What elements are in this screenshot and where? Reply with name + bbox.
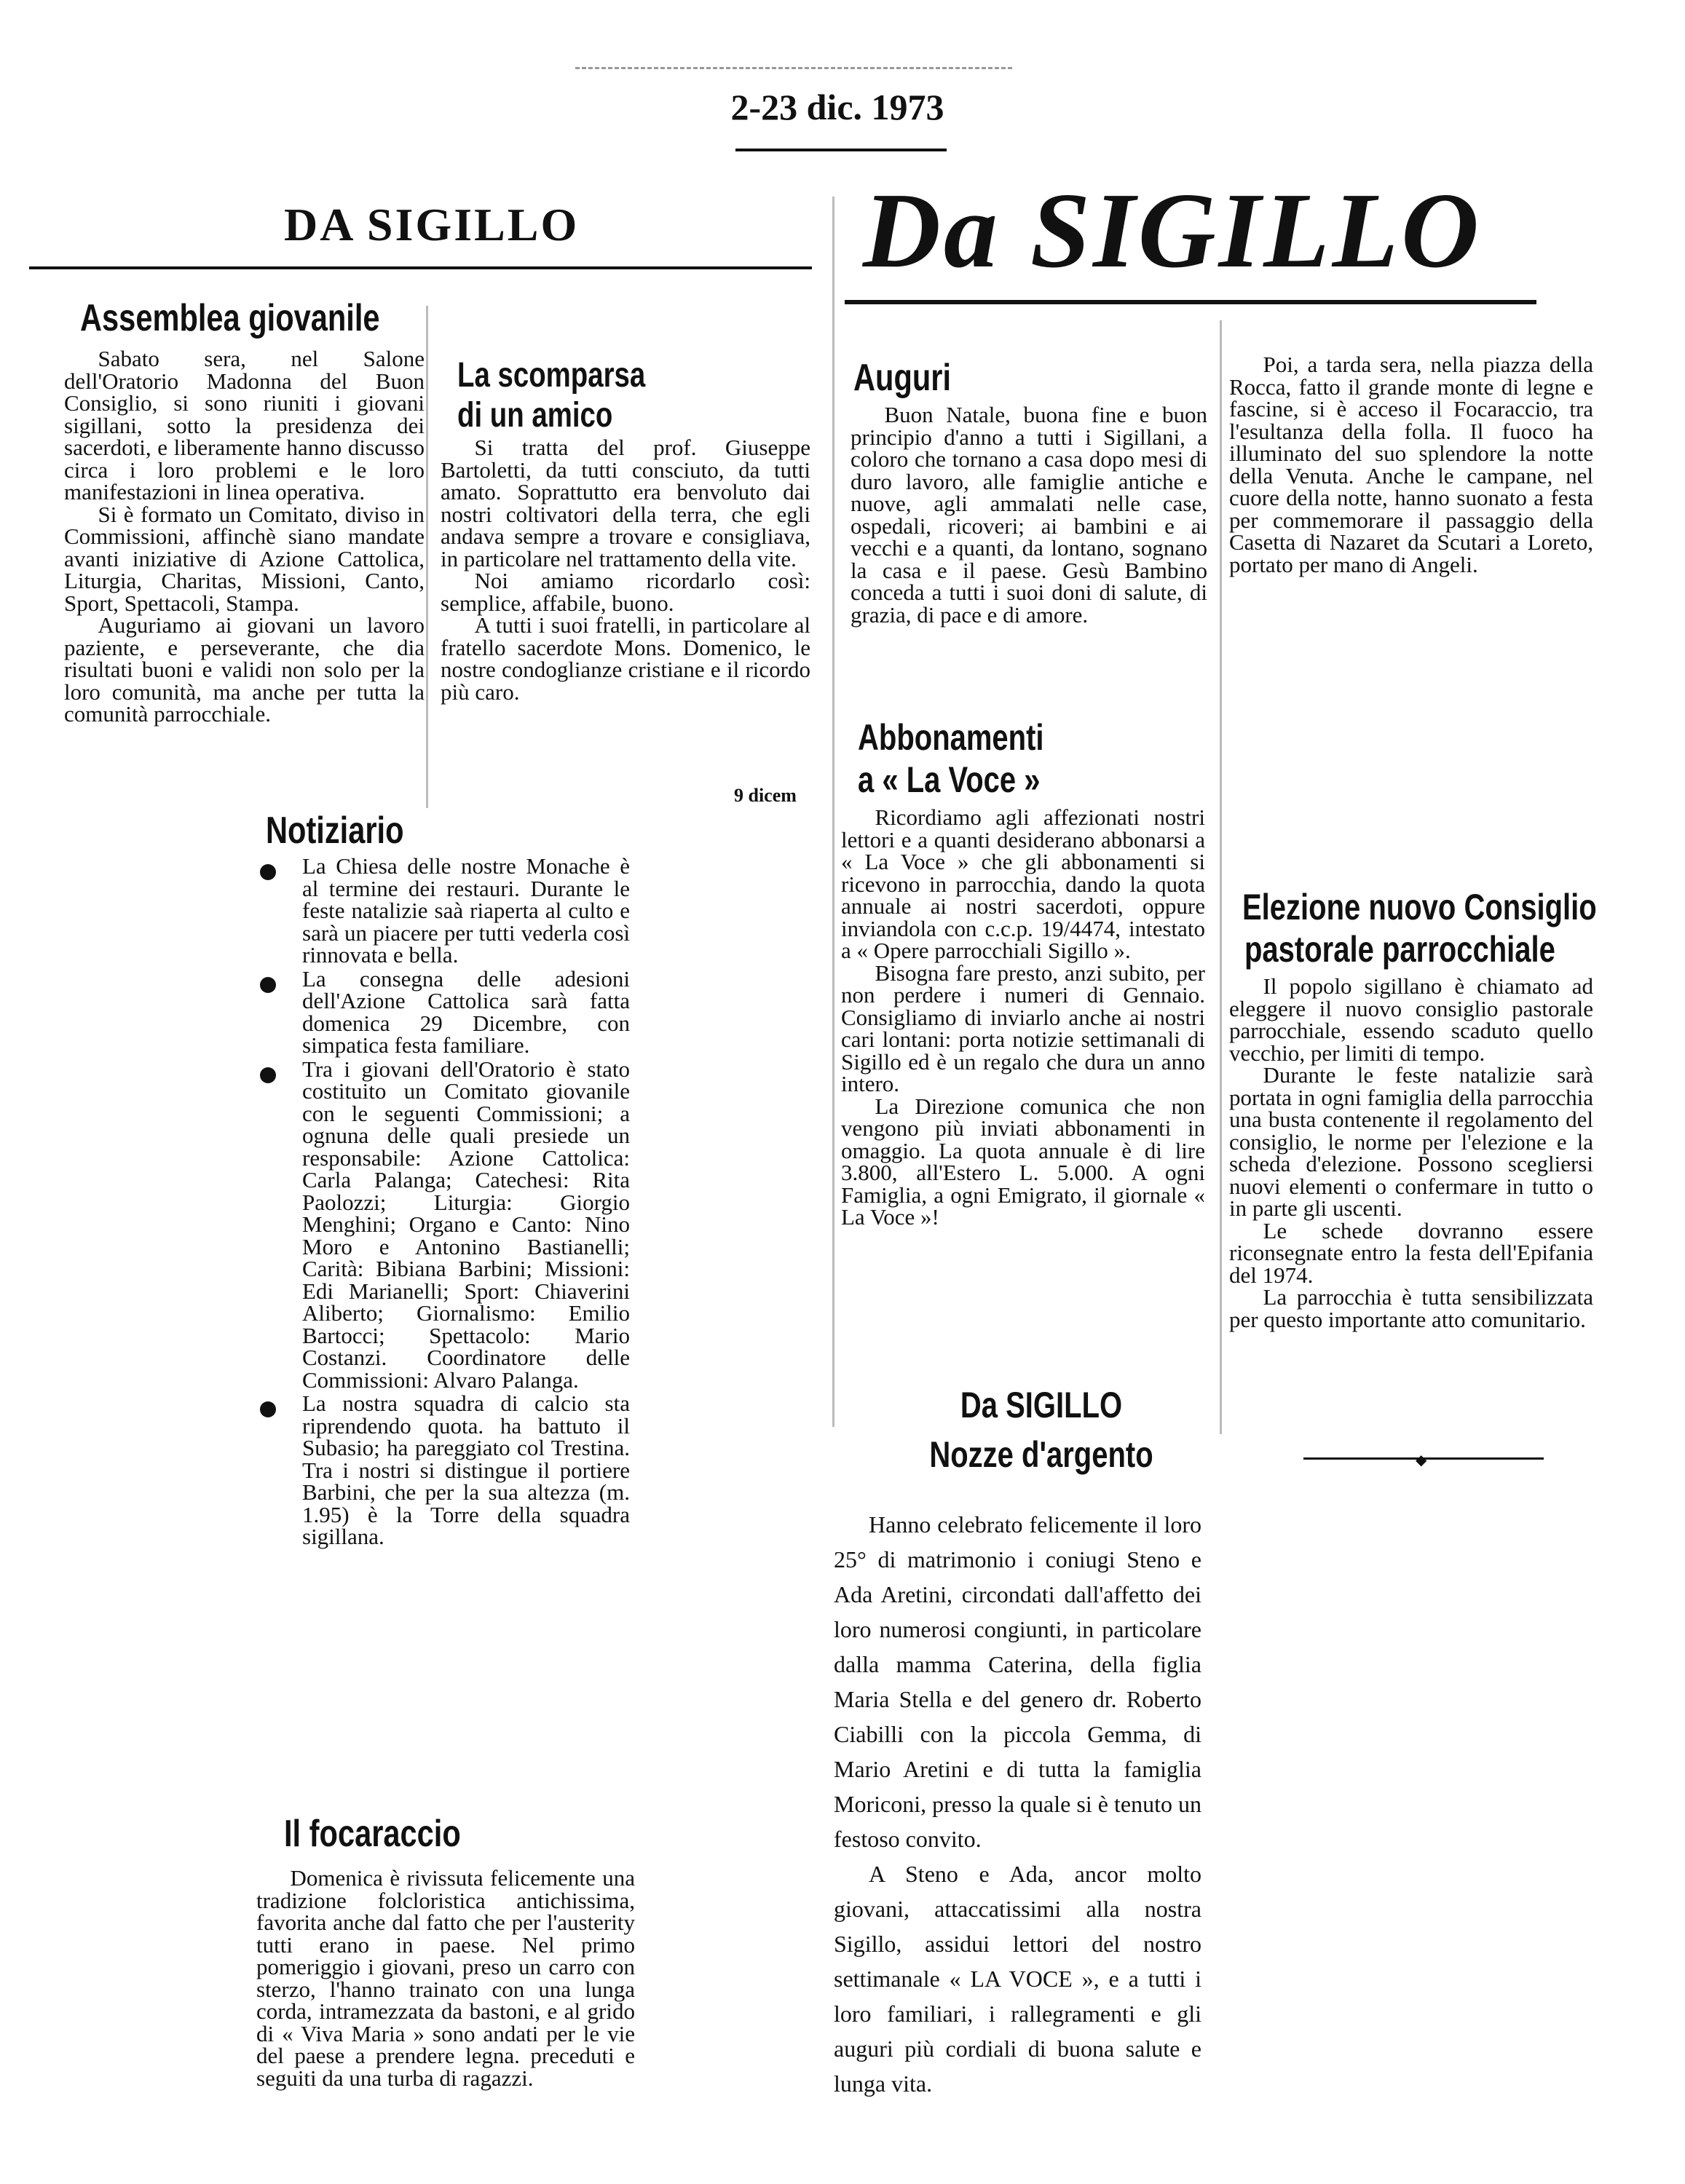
focaraccio-body-part2 [1229,354,1593,576]
header-left-rule [29,266,812,269]
auguri-title-block [853,357,976,400]
column-divider [1220,320,1222,1434]
nozze-paragraph: Hanno celebrato felicemente il loro 25° di matrimonio i coniugi Steno e Ada Aretini, circondati dall'affetto dei loro numerosi congiunti, in particolare dalla mamma Caterina, della figlia Maria Stella e del genero dr. Roberto Ciabilli con la piccola Gemma, di Mario Aretini e di tutta la famiglia Moriconi, presso la quale si è tenuto un festoso convito. [834,1511,1201,1852]
notiziario-item: La nostra squadra di calcio sta riprendendo quota. ha battuto il Subasio; ha pareggiato col Trestina. Tra i nostri si distingue il portiere Barbini, che per la sua altezza (m. 1.95) è la Torre della squadra sigillana. [251,1393,630,1548]
scomparsa-paragraph: Si tratta del prof. Giuseppe Bartoletti, da tutti consciuto, da tutti amato. Soprattutto era benvoluto dai nostri coltivatori della terra, che egli andava sempre a trovare e consigliava, in particolare nel trattamento della vite. [441,435,810,571]
notiziario-item: La Chiesa delle nostre Monache è al termine dei restauri. Durante le feste natalizie saà riaperta al culto e sarà un piacere per tutti vederla così rinnovata e bella. [251,855,630,967]
assemblea-title: Assemblea giovanile [80,297,380,339]
abbonamenti-title-line1: Abbonamenti [858,717,1044,758]
abbonamenti-paragraph: La Direzione comunica che non vengono più inviati abbonamenti in omaggio. La quota annuale è di lire 3.800, all'Estero L. 5.000. A ogni Famiglia, a ogni Emigrato, il giornale « La Voce »! [841,1093,1205,1230]
column-divider [426,306,428,808]
end-ornament-diamond-icon: ◆ [1416,1452,1427,1468]
auguri-title: Auguri [853,357,952,399]
elezione-title-block [1242,887,1685,970]
abbonamenti-paragraph: Bisogna fare presto, anzi subito, per non perdere i numeri di Gennaio. Consigliamo di inviarlo anche ai nostri cari lontani: porta notizie settimanali di Sigillo ed è un regalo che dura un anno intero. [841,960,1205,1096]
auguri-paragraph: Buon Natale, buona fine e buon principio d'anno a tutti i Sigillani, a coloro che tornano a casa dopo mesi di duro lavoro, alle famiglie antiche e nuove, agli ammalati nelle case, ospedali, ricoveri; ai bambini e ai vecchi e a quanti, da lontano, sognano la casa e il paese. Gesù Bambino conceda a tutti i suoi doni di salute, di grazia, di pace e di amore. [851,402,1207,628]
scomparsa-title-block [457,355,807,435]
assemblea-article [80,297,430,341]
assemblea-body [64,348,425,726]
abbonamenti-body [841,804,1205,1230]
nozze-paragraph: A Steno e Ada, ancor molto giovani, attaccatissimi alla nostra Sigillo, assidui lettori del nostro settimanale « LA VOCE », e a tutti i loro familiari, i rallegramenti e gli auguri più cordiali di buona salute e lunga vita. [834,1861,1201,2097]
elezione-title-line2: pastorale parrocchiale [1244,928,1555,970]
abbonamenti-title-line2: a « La Voce » [858,759,1041,800]
scomparsa-paragraph: A tutti i suoi fratelli, in particolare al fratello sacerdote Mons. Domenico, le nostre condoglianze cristiane e il ricordo più caro. [441,612,810,705]
elezione-title-line1: Elezione nuovo Consiglio [1242,887,1597,927]
focaraccio-paragraph: Domenica è rivissuta felicemente una tradizione folcloristica antichissima, favorita anche dal fatto che per l'austerity tutti erano in paese. Nel primo pomeriggio i giovani, preso un carro con sterzo, l'hanno trainato con una lunga corda, intramezzata da bastoni, e al grido di « Viva Maria » sono andati per le vie del paese a prendere legna. preceduti e seguiti da una turba di ragazzi. [256,1865,635,2091]
elezione-paragraph: La parrocchia è tutta sensibilizzata per questo importante atto comunitario. [1229,1284,1593,1332]
top-dashed-rule [575,67,1012,69]
notiziario-item: Tra i giovani dell'Oratorio è stato costituito un Comitato giovanile con le seguenti Commissioni; a ognuna delle quali presiede un responsabile: Azione Cattolica: Carla Palanga; Catechesi: Rita Paolozzi; Liturgia: Giorgio Menghini; Organo e Canto: Nino Moro e Antonino Bastianelli; Carità: Bibiana Barbini; Missioni: Edi Marianelli; Sport: Chiaverini Aliberto; Giornalismo: Emilio Bartocci; Spettacolo: Mario Costanzi. Coordinatore delle Commissioni: Alvaro Palanga. [251,1059,630,1392]
header-left: DA SIGILLO [284,199,580,250]
header-right: Da SIGILLO [863,171,1482,290]
assemblea-paragraph: Auguriamo ai giovani un lavoro paziente, e perseverante, che dia risultati buoni e validi non solo per la loro comunità, ma anche per tutta la comunità parrocchiale. [64,612,425,727]
clipping-date: 2-23 dic. 1973 [730,87,944,127]
focaraccio-body-part1 [256,1865,635,2091]
header-right-rule [845,300,1536,304]
scomparsa-date-note: 9 dicem [734,785,797,806]
focaraccio-paragraph: Poi, a tarda sera, nella piazza della Rocca, fatto il grande monte di legne e fascine, si è acceso il Focaraccio, tra l'esultanza della folla. Il fuoco ha illuminato del suo splendore la notte della Venuta. Anche le campane, nel cuore della notte, hanno suonato a festa per commemorare il passaggio della Casetta di Nazaret da Scutari a Loreto, portato per mano di Angeli. [1229,352,1593,577]
nozze-body [834,1507,1201,2101]
scomparsa-paragraph: Noi amiamo ricordarlo così: semplice, affabile, buono. [441,568,810,616]
nozze-kicker: Da SIGILLO [960,1385,1123,1425]
focaraccio-title-block [284,1813,505,1856]
elezione-paragraph: Durante le feste natalizie sarà portata in ogni famiglia della parrocchia una busta contenente il regolamento del consiglio, le norme per l'elezione e la scheda d'elezione. Possono scegliersi nuovi elementi o confermare in tutto o in parte gli uscenti. [1229,1062,1593,1221]
assemblea-paragraph: Sabato sera, nel Salone dell'Oratorio Madonna del Buon Consiglio, si sono riuniti i giovani sigillani, sotto la presidenza dei sacerdoti, e liberamente hanno discusso circa i loro problemi e le loro manifestazioni in linea operativa. [64,346,425,505]
notiziario-title: Notiziario [266,810,404,852]
assemblea-paragraph: Si è formato un Comitato, diviso in Commissioni, affinchè siano mandate avanti iniziative di Azione Cattolica, Liturgia, Charitas, Missioni, Canto, Sport, Spettacoli, Stampa. [64,501,425,616]
notiziario-title-block [266,810,438,853]
elezione-paragraph: Le schede dovranno essere riconsegnate entro la festa dell'Epifania del 1974. [1229,1217,1593,1288]
focaraccio-title: Il focaraccio [284,1813,461,1855]
elezione-body [1229,973,1593,1332]
nozze-title: Nozze d'argento [929,1433,1153,1475]
auguri-body [851,404,1207,626]
elezione-paragraph: Il popolo sigillano è chiamato ad eleggere il nuovo consiglio pastorale parrocchiale, essendo scaduto quello vecchio, per limiti di tempo. [1229,973,1593,1066]
scomparsa-body [441,437,810,703]
notiziario-body [251,855,630,1550]
notiziario-item: La consegna delle adesioni dell'Azione Cattolica sarà fatta domenica 29 Dicembre, con simpatica festa familiare. [251,968,630,1057]
notiziario-list [251,855,630,1548]
nozze-heading-block [837,1385,1245,1476]
column-divider [832,197,834,1427]
scomparsa-title-line2: di un amico [457,396,613,435]
scomparsa-title-line1: La scomparsa [457,356,646,395]
abbonamenti-title-block [858,717,1090,801]
date-underline [735,149,947,151]
abbonamenti-paragraph: Ricordiamo agli affezionati nostri lettori e a quanti desiderano abbonarsi a « La Voce » che gli abbonamenti si ricevono in parrocchia, dando la quota annuale ai nostri sacerdoti, oppure inviandola con c.c.p. 19/4474, intestato a « Opere parrocchiali Sigillo ». [841,804,1205,963]
